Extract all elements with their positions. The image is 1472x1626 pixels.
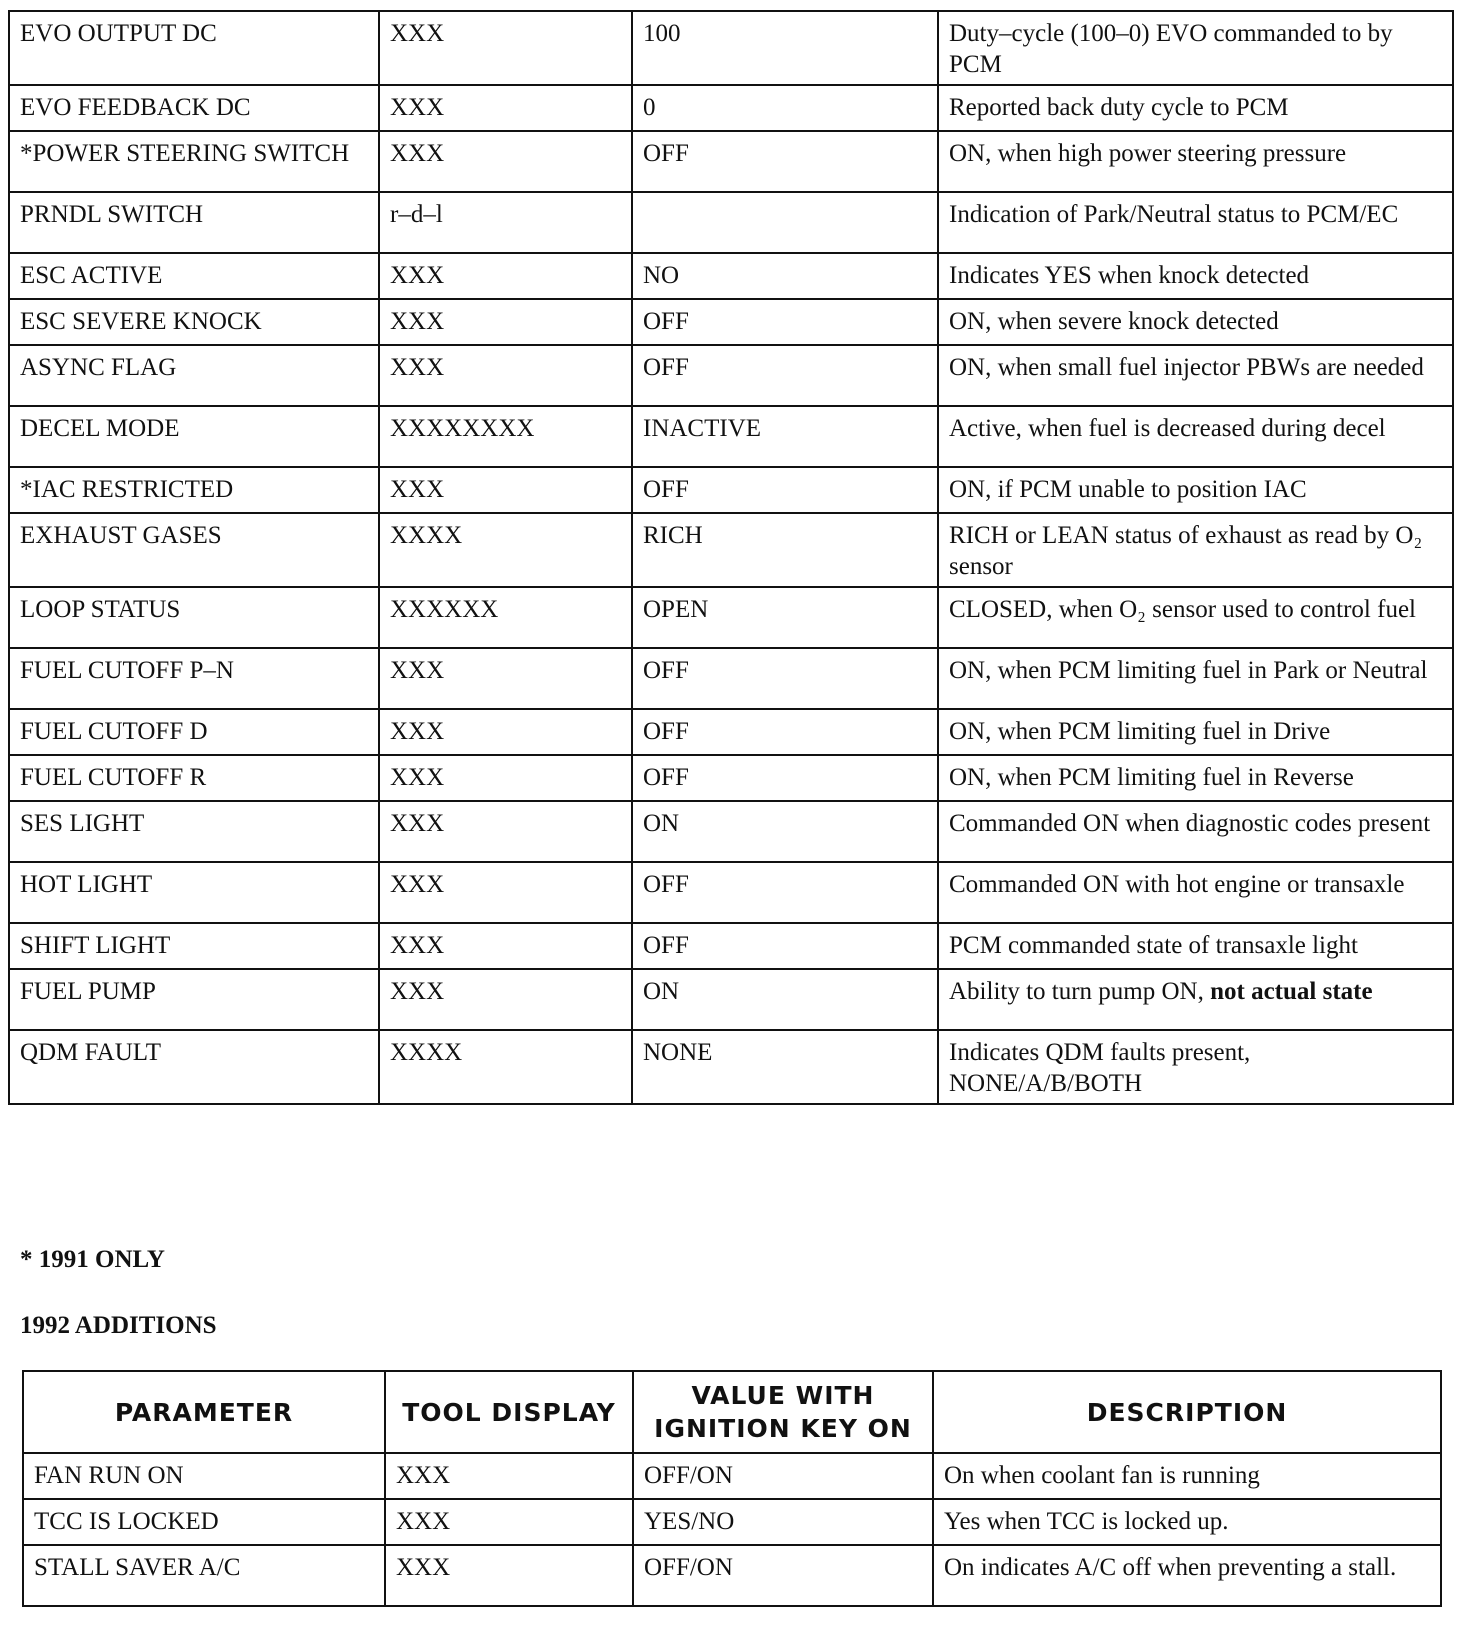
- header-row: [23, 1371, 1441, 1453]
- value-cell: [632, 192, 938, 253]
- value-cell: OFF/ON: [633, 1453, 933, 1499]
- section-title: 1992 ADDITIONS: [20, 1312, 217, 1339]
- tool-display-cell: XXX: [379, 299, 632, 345]
- parameter-cell: SES LIGHT: [9, 801, 379, 862]
- tool-display-cell: XXX: [379, 923, 632, 969]
- tool-display-cell: XXX: [379, 862, 632, 923]
- table-row: [9, 587, 1453, 648]
- tool-display-cell: XXXX: [379, 1030, 632, 1104]
- tool-display-cell: XXX: [379, 709, 632, 755]
- table-row: [9, 513, 1453, 587]
- description-cell: ON, when PCM limiting fuel in Reverse: [938, 755, 1453, 801]
- parameter-cell: SHIFT LIGHT: [9, 923, 379, 969]
- value-cell: OPEN: [632, 587, 938, 648]
- description-cell: ON, when small fuel injector PBWs are needed: [938, 345, 1453, 406]
- description-cell: Duty–cycle (100–0) EVO commanded to by PCM: [938, 11, 1453, 85]
- table-row: [9, 755, 1453, 801]
- parameter-cell: FUEL PUMP: [9, 969, 379, 1030]
- table-row: [9, 648, 1453, 709]
- parameter-cell: ASYNC FLAG: [9, 345, 379, 406]
- description-cell: ON, when PCM limiting fuel in Park or Neutral: [938, 648, 1453, 709]
- value-cell: NONE: [632, 1030, 938, 1104]
- parameter-cell: ESC SEVERE KNOCK: [9, 299, 379, 345]
- tool-display-cell: XXX: [385, 1453, 633, 1499]
- description-cell: On when coolant fan is running: [933, 1453, 1441, 1499]
- parameter-cell: *POWER STEERING SWITCH: [9, 131, 379, 192]
- parameter-cell: FUEL CUTOFF R: [9, 755, 379, 801]
- description-cell: [938, 969, 1453, 1030]
- table-row: [9, 406, 1453, 467]
- tool-display-cell: XXX: [379, 467, 632, 513]
- description-cell: PCM commanded state of transaxle light: [938, 923, 1453, 969]
- value-cell: OFF/ON: [633, 1545, 933, 1606]
- table-row: [9, 299, 1453, 345]
- value-cell: OFF: [632, 131, 938, 192]
- parameter-cell: LOOP STATUS: [9, 587, 379, 648]
- description-cell: Yes when TCC is locked up.: [933, 1499, 1441, 1545]
- value-cell: NO: [632, 253, 938, 299]
- value-cell: OFF: [632, 648, 938, 709]
- tool-display-cell: XXX: [379, 648, 632, 709]
- parameter-cell: DECEL MODE: [9, 406, 379, 467]
- table-row: [9, 862, 1453, 923]
- parameter-cell: EVO OUTPUT DC: [9, 11, 379, 85]
- header-parameter: PARAMETER: [23, 1371, 385, 1453]
- table-row: [9, 801, 1453, 862]
- value-cell: OFF: [632, 755, 938, 801]
- header-tool-display: TOOL DISPLAY: [385, 1371, 633, 1453]
- table-row: [9, 192, 1453, 253]
- value-cell: OFF: [632, 709, 938, 755]
- description-cell: Indicates YES when knock detected: [938, 253, 1453, 299]
- description-cell: ON, when high power steering pressure: [938, 131, 1453, 192]
- description-cell: ON, when severe knock detected: [938, 299, 1453, 345]
- parameter-cell: ESC ACTIVE: [9, 253, 379, 299]
- table-row: [9, 11, 1453, 85]
- parameter-cell: FUEL CUTOFF D: [9, 709, 379, 755]
- tool-display-cell: XXX: [379, 11, 632, 85]
- tool-display-cell: XXX: [379, 131, 632, 192]
- value-cell: 0: [632, 85, 938, 131]
- description-cell: Indication of Park/Neutral status to PCM/EC: [938, 192, 1453, 253]
- parameter-table: [8, 10, 1454, 1105]
- table-row: [23, 1499, 1441, 1545]
- table-row: [23, 1453, 1441, 1499]
- tool-display-cell: XXX: [385, 1499, 633, 1545]
- table-row: [9, 709, 1453, 755]
- description-bold-text: not actual state: [1210, 978, 1373, 1005]
- tool-display-cell: XXX: [379, 969, 632, 1030]
- tool-display-cell: XXX: [379, 801, 632, 862]
- description-cell: CLOSED, when O₂ sensor used to control fuel: [938, 587, 1453, 648]
- value-cell: OFF: [632, 862, 938, 923]
- value-cell: OFF: [632, 923, 938, 969]
- value-cell: 100: [632, 11, 938, 85]
- header-value: VALUE WITH IGNITION KEY ON: [633, 1371, 933, 1453]
- value-cell: OFF: [632, 345, 938, 406]
- description-text: Ability to turn pump ON,: [949, 978, 1211, 1005]
- table-row: [23, 1545, 1441, 1606]
- tool-display-cell: XXX: [379, 85, 632, 131]
- tool-display-cell: XXX: [385, 1545, 633, 1606]
- description-cell: Reported back duty cycle to PCM: [938, 85, 1453, 131]
- table-row: [9, 923, 1453, 969]
- value-cell: INACTIVE: [632, 406, 938, 467]
- footnote: * 1991 ONLY: [20, 1246, 165, 1273]
- description-cell: Indicates QDM faults present, NONE/A/B/BOTH: [938, 1030, 1453, 1104]
- description-cell: Active, when fuel is decreased during decel: [938, 406, 1453, 467]
- description-cell: On indicates A/C off when preventing a stall.: [933, 1545, 1441, 1606]
- description-cell: RICH or LEAN status of exhaust as read by O₂ sensor: [938, 513, 1453, 587]
- description-cell: ON, when PCM limiting fuel in Drive: [938, 709, 1453, 755]
- value-cell: YES/NO: [633, 1499, 933, 1545]
- table-row: [9, 969, 1453, 1030]
- parameter-cell: STALL SAVER A/C: [23, 1545, 385, 1606]
- parameter-cell: FAN RUN ON: [23, 1453, 385, 1499]
- table-row: [9, 253, 1453, 299]
- parameter-cell: PRNDL SWITCH: [9, 192, 379, 253]
- tool-display-cell: XXXX: [379, 513, 632, 587]
- parameter-cell: QDM FAULT: [9, 1030, 379, 1104]
- description-cell: ON, if PCM unable to position IAC: [938, 467, 1453, 513]
- parameter-cell: TCC IS LOCKED: [23, 1499, 385, 1545]
- table-row: [9, 131, 1453, 192]
- value-cell: ON: [632, 801, 938, 862]
- value-cell: RICH: [632, 513, 938, 587]
- parameter-cell: HOT LIGHT: [9, 862, 379, 923]
- tool-display-cell: XXXXXX: [379, 587, 632, 648]
- table-row: [9, 345, 1453, 406]
- additions-table: [22, 1370, 1442, 1607]
- tool-display-cell: XXX: [379, 345, 632, 406]
- parameter-cell: *IAC RESTRICTED: [9, 467, 379, 513]
- value-cell: ON: [632, 969, 938, 1030]
- parameter-cell: EVO FEEDBACK DC: [9, 85, 379, 131]
- tool-display-cell: XXX: [379, 755, 632, 801]
- value-cell: OFF: [632, 467, 938, 513]
- parameter-cell: EXHAUST GASES: [9, 513, 379, 587]
- tool-display-cell: XXX: [379, 253, 632, 299]
- table-row: [9, 85, 1453, 131]
- tool-display-cell: XXXXXXXX: [379, 406, 632, 467]
- parameter-cell: FUEL CUTOFF P–N: [9, 648, 379, 709]
- header-description: DESCRIPTION: [933, 1371, 1441, 1453]
- tool-display-cell: r–d–l: [379, 192, 632, 253]
- description-cell: Commanded ON when diagnostic codes present: [938, 801, 1453, 862]
- value-cell: OFF: [632, 299, 938, 345]
- table-row: [9, 1030, 1453, 1104]
- table-row: [9, 467, 1453, 513]
- description-cell: Commanded ON with hot engine or transaxle: [938, 862, 1453, 923]
